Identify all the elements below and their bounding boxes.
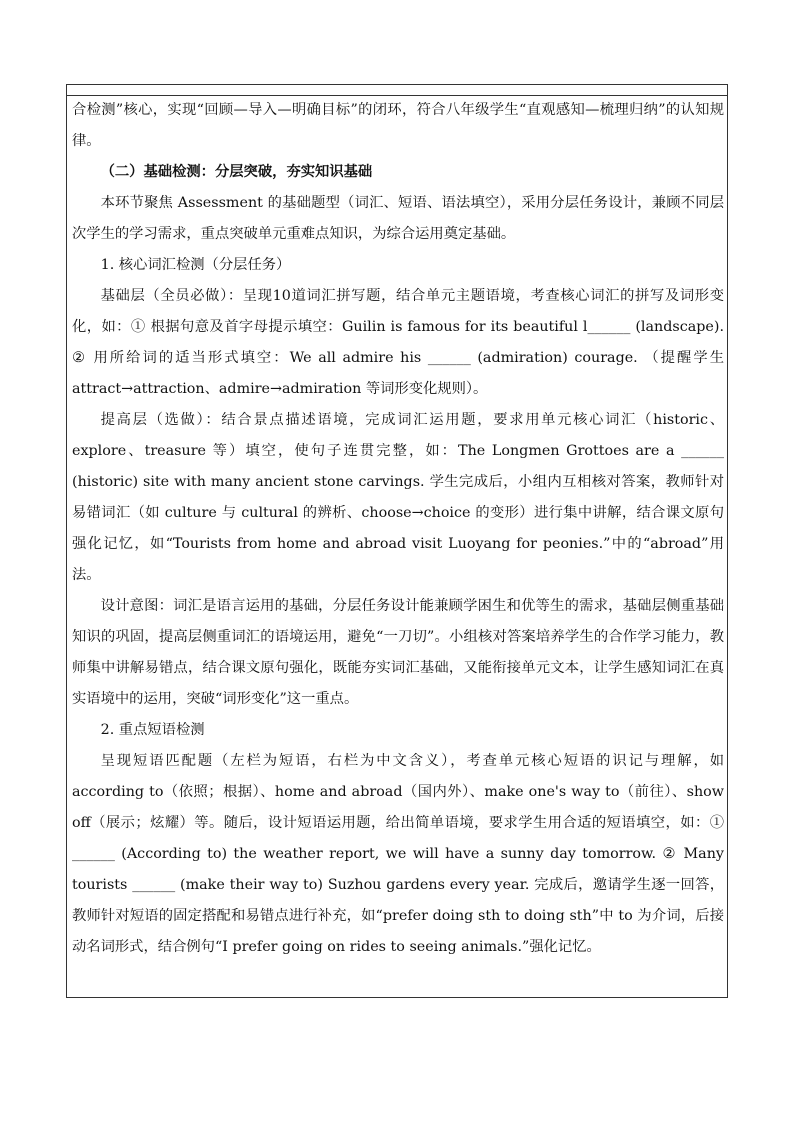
lesson-plan-body — [72, 95, 724, 963]
subheading-vocabulary: 1. 核心词汇检测（分层任务） — [100, 257, 291, 273]
subheading-phrases: 2. 重点短语检测 — [100, 722, 205, 738]
paragraph-phrase-test: 呈现短语匹配题（左栏为短语，右栏为中文含义），考查单元核心短语的识记与理解，如 according to（依照；根据）、home and abroad（国内外）、make one's way to（前往）、show off（展示；炫耀）等。随后，设计短语运用题，给出简单语境，要求学生用合适的短语填空，如：① ______ (According to) the weather report, we will have a sunny day tomorrow. ② Many tourists ______ (make their way to) Suzhou gardens every year. 完成后，邀请学生逐一回答，教师针对短语的固定搭配和易错点进行补充，如“prefer doing sth to doing sth”中 to 为介词，后接动名词形式，结合例句“I prefer going on rides to seeing animals.”强化记忆。 — [72, 753, 724, 955]
section-heading-basic-assessment: （二）基础检测：分层突破，夯实知识基础 — [100, 164, 373, 180]
paragraph-intro: 本环节聚焦 Assessment 的基础题型（词汇、短语、语法填空），采用分层任务设计，兼顾不同层次学生的学习需求，重点突破单元重难点知识，为综合运用奠定基础。 — [72, 195, 724, 242]
paragraph-closing: 合检测”核心，实现“回顾—导入—明确目标”的闭环，符合八年级学生“直观感知—梳理归纳”的认知规律。 — [72, 102, 724, 149]
paragraph-basic-level: 基础层（全员必做）：呈现10道词汇拼写题，结合单元主题语境，考查核心词汇的拼写及词形变化，如：① 根据句意及首字母提示填空：Guilin is famous for its beautiful l______ (landscape). ② 用所给词的适当形式填空：We all admire his ______ (admiration) courage. （提醒学生 attract→attraction、admire→admiration 等词形变化规则）。 — [72, 288, 724, 397]
paragraph-advanced-level: 提高层（选做）：结合景点描述语境，完成词汇运用题，要求用单元核心词汇（historic、explore、treasure 等）填空，使句子连贯完整，如：The Longmen Grottoes are a ______ (historic) site with many ancient stone carvings. 学生完成后，小组内互相核对答案，教师针对易错词汇（如 culture 与 cultural 的辨析、choose→choice 的变形）进行集中讲解，结合课文原句强化记忆，如“Tourists from home and abroad visit Luoyang for peonies.”中的“abroad”用法。 — [72, 412, 724, 583]
paragraph-design-intent: 设计意图：词汇是语言运用的基础，分层任务设计能兼顾学困生和优等生的需求，基础层侧重基础知识的巩固，提高层侧重词汇的语境运用，避免“一刀切”。小组核对答案培养学生的合作学习能力，教师集中讲解易错点，结合课文原句强化，既能夯实词汇基础，又能衔接单元文本，让学生感知词汇在真实语境中的运用，突破“词形变化”这一重点。 — [72, 598, 724, 707]
